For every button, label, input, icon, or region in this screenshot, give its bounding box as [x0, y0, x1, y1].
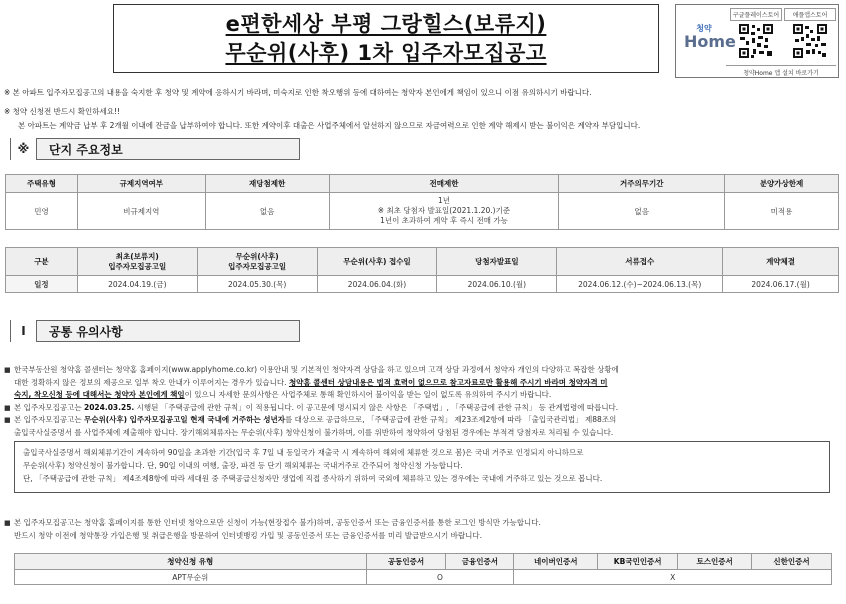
table-row: [6, 276, 839, 293]
residence-note-box: [14, 441, 830, 493]
para-text: 본 입주자모집공고는: [14, 402, 84, 412]
cert-type-cell: APT무순위: [15, 570, 367, 585]
app-qr-box: [675, 4, 839, 78]
section-key-info-header: [10, 138, 300, 160]
resale-note-2: 1년이 초과하여 계약 후 즉시 전매 가능: [380, 216, 508, 225]
bullet-icon: ■: [4, 519, 11, 527]
resale-note-1: ※ 최초 당첨자 발표일(2021.1.20.)기준: [377, 206, 511, 215]
col-header: 구분: [6, 248, 78, 276]
para-bold: 무순위(사후) 입주자모집공고일 현재 국내에 거주하는 성년자: [83, 415, 286, 424]
col-header-line: 입주자모집공고일: [108, 261, 167, 271]
price-cap-cell: 미적용: [725, 193, 839, 230]
qr-code-icon: [738, 23, 774, 59]
col-header: 계약체결: [723, 248, 839, 276]
col-header: 공동인증서: [366, 554, 446, 570]
col-header: 토스인증서: [678, 554, 752, 570]
col-header: 분양가상한제: [725, 175, 839, 193]
col-header: 신한인증서: [752, 554, 832, 570]
bullet-icon: ■: [4, 366, 11, 374]
col-header: 전매제한: [329, 175, 559, 193]
para-text: 를 대상으로 공급하므로, 「주택공급에 관한 규칙」 제23조제2항에 따라 「출입국관리법」 제88조의: [285, 415, 617, 424]
rewin-cell: 없음: [205, 193, 329, 230]
app-install-link[interactable]: 청약Home 앱 설치 바로가기: [726, 65, 836, 77]
announcement-title-box: [113, 4, 659, 73]
app-store-caption: 애플앱스토어: [784, 8, 836, 21]
para-text: 본 입주자모집공고는: [14, 415, 84, 424]
common-paragraph-4: [4, 517, 840, 542]
winner-date: 2024.06.10.(월): [437, 276, 557, 293]
para-line: [4, 427, 840, 440]
para-emphasis: 숙지, 착오신청 등에 대해서는 청약자 본인에게 책임: [14, 390, 185, 399]
bullet-icon: ■: [4, 416, 11, 424]
section-mark: I: [11, 320, 37, 342]
col-header: 청약신청 유형: [15, 554, 367, 570]
google-play-qr[interactable]: [730, 8, 782, 61]
regulation-cell: 비규제지역: [77, 193, 205, 230]
col-header: 거주의무기간: [559, 175, 725, 193]
cert-not-allowed-cell: X: [514, 570, 832, 585]
col-header: 서류접수: [557, 248, 723, 276]
col-header: 주택유형: [6, 175, 78, 193]
google-play-caption: 구글플레이스토어: [730, 8, 782, 21]
col-header: 네이버인증서: [514, 554, 598, 570]
table-header-row: [6, 175, 839, 193]
table-row: [6, 193, 839, 230]
app-store-qr[interactable]: [784, 8, 836, 61]
col-header: [77, 248, 197, 276]
certificate-table: [14, 553, 832, 585]
col-header: KB국민인증서: [598, 554, 678, 570]
col-header: 무순위(사후) 접수일: [317, 248, 437, 276]
para-line: [4, 414, 840, 427]
col-header-line: 입주자모집공고일: [228, 261, 287, 271]
first-announcement-date: 2024.04.19.(금): [77, 276, 197, 293]
contract-date: 2024.06.17.(월): [723, 276, 839, 293]
para-emphasis: 청약홈 콜센터 상담내용은 법적 효력이 없으므로 참고자료로만 활용해 주시기 바라며 청약자격 미: [288, 377, 608, 387]
section-title: 공통 유의사항: [49, 324, 123, 339]
table-header-row: [15, 554, 832, 570]
application-date: 2024.06.04.(화): [317, 276, 437, 293]
col-header: 재당첨제한: [205, 175, 329, 193]
para-text: 반드시 청약 이전에 청약통장 가입은행 및 취급은행을 방문하여 인터넷뱅킹 가입 및 공동인증서 또는 금융인증서를 미리 발급받으시기 바랍니다.: [14, 530, 482, 540]
para-text: 이 있으니 자세한 문의사항은 사업주체로 통해 확인하시어 불이익을 받는 일이 없도록 유의하여 주시기 바랍니다.: [184, 390, 552, 399]
para-text: 시행된 「주택공급에 관한 규칙」이 적용됩니다. 이 공고문에 명시되지 않은 사항은 「주택법」, 「주택공급에 관한 규칙」 등 관계법령에 따릅니다.: [134, 402, 619, 412]
para-text: 대한 정확하지 않은 정보의 제공으로 일부 착오 안내가 이루어지는 경우가 있습니다.: [14, 377, 289, 387]
bullet-icon: ■: [4, 403, 11, 412]
logo-small-text: 청약: [696, 24, 712, 33]
section-title: 단지 주요정보: [49, 142, 123, 157]
table-row: [15, 570, 832, 585]
title-line-2: 무순위(사후) 1차 입주자모집공고: [225, 41, 547, 65]
qr-code-icon: [792, 23, 828, 59]
col-header: [197, 248, 317, 276]
title-line-1: e편한세상 부평 그랑힐스(보류지): [225, 12, 547, 36]
para-text: 본 입주자모집공고는 청약홈 홈페이지를 통한 인터넷 청약으로만 신청이 가능(현장접수 불가)하며, 공동인증서 또는 금융인증서를 통한 로그인 방식만 가능합니다.: [14, 518, 541, 527]
notice-3: 본 아파트는 계약금 납부 후 2개월 이내에 잔금을 납부하여야 합니다. 또한 계약이후 대출은 사업주체에서 알선하지 않으므로 자금여력으로 인한 계약 해제시 받는 불이익은 계약자 부담입니다.: [18, 121, 641, 130]
para-line: [4, 364, 840, 377]
housing-type-cell: 민영: [6, 193, 78, 230]
para-text: 한국부동산원 청약홈 콜센터는 청약홈 홈페이지(www.applyhome.co.kr) 이용안내 및 기본적인 청약자격 상담을 하고 있으며 고객 상담 과정에서 청약자 개인의 다양하고 복잡한 상황에: [14, 365, 619, 374]
para-line: [4, 530, 840, 543]
para-bold: 2024.03.25.: [83, 402, 135, 412]
col-header: 규제지역여부: [77, 175, 205, 193]
announcement-date: 2024.05.30.(목): [197, 276, 317, 293]
applyhome-logo: [684, 23, 736, 51]
section-mark: ※: [11, 138, 37, 160]
row-label: 일정: [6, 276, 78, 293]
para-line: [4, 389, 840, 402]
complex-info-table: [5, 174, 839, 230]
para-line: [4, 517, 840, 530]
para-line: [4, 402, 840, 415]
cert-allowed-cell: O: [366, 570, 514, 585]
logo-big-text: Home: [684, 32, 736, 51]
col-header: 금융인증서: [446, 554, 514, 570]
section-common-notice-header: [10, 320, 300, 342]
resale-period: 1년: [437, 196, 450, 205]
schedule-table: [5, 247, 839, 293]
notice-1: ※ 본 아파트 입주자모집공고의 내용을 숙지한 후 청약 및 계약에 응하시기 바라며, 미숙지로 인한 착오행위 등에 대하여는 청약자 본인에게 책임이 있으니 이점 유의하시기 바랍니다.: [4, 88, 592, 97]
common-paragraph-1: [4, 364, 840, 439]
para-line: [4, 377, 840, 390]
resale-cell: [329, 193, 559, 230]
document-date: 2024.06.12.(수)~2024.06.13.(목): [557, 276, 723, 293]
col-header-line: 무순위(사후): [235, 251, 279, 261]
para-text: 출입국사실증명서 를 사업주체에 제출해야 합니다. 장기해외체류자는 무순위(사후) 청약신청이 불가하며, 이를 위반하여 청약하여 당첨된 경우에는 부적격 당첨자로 처리될 수 있습니다.: [14, 427, 614, 437]
note-line: 무순위(사후) 청약신청이 불가합니다. 단, 90일 이내의 여행, 출장, 파견 등 단기 해외체류는 국내거주로 간주되어 청약신청 가능합니다.: [23, 461, 463, 470]
table-header-row: [6, 248, 839, 276]
note-line: 단, 「주택공급에 관한 규칙」 제4조제8항에 따라 세대원 중 주택공급신청자만 생업에 직접 종사하기 위하여 국외에 체류하고 있는 경우에는 국내에 거주하고 있는 것으로 봅니다.: [23, 474, 603, 483]
note-line: 출입국사실증명서 해외체류기간이 계속하여 90일을 초과한 기간(입국 후 7일 내 동일국가 재출국 시 계속하여 해외에 체류한 것으로 봄)은 국내 거주로 인정되지 아니하므로: [23, 448, 584, 457]
col-header: 당첨자발표일: [437, 248, 557, 276]
residence-cell: 없음: [559, 193, 725, 230]
col-header-line: 최초(보류지): [115, 251, 159, 261]
notice-2: ※ 청약 신청전 반드시 확인하세요!!: [4, 107, 121, 116]
